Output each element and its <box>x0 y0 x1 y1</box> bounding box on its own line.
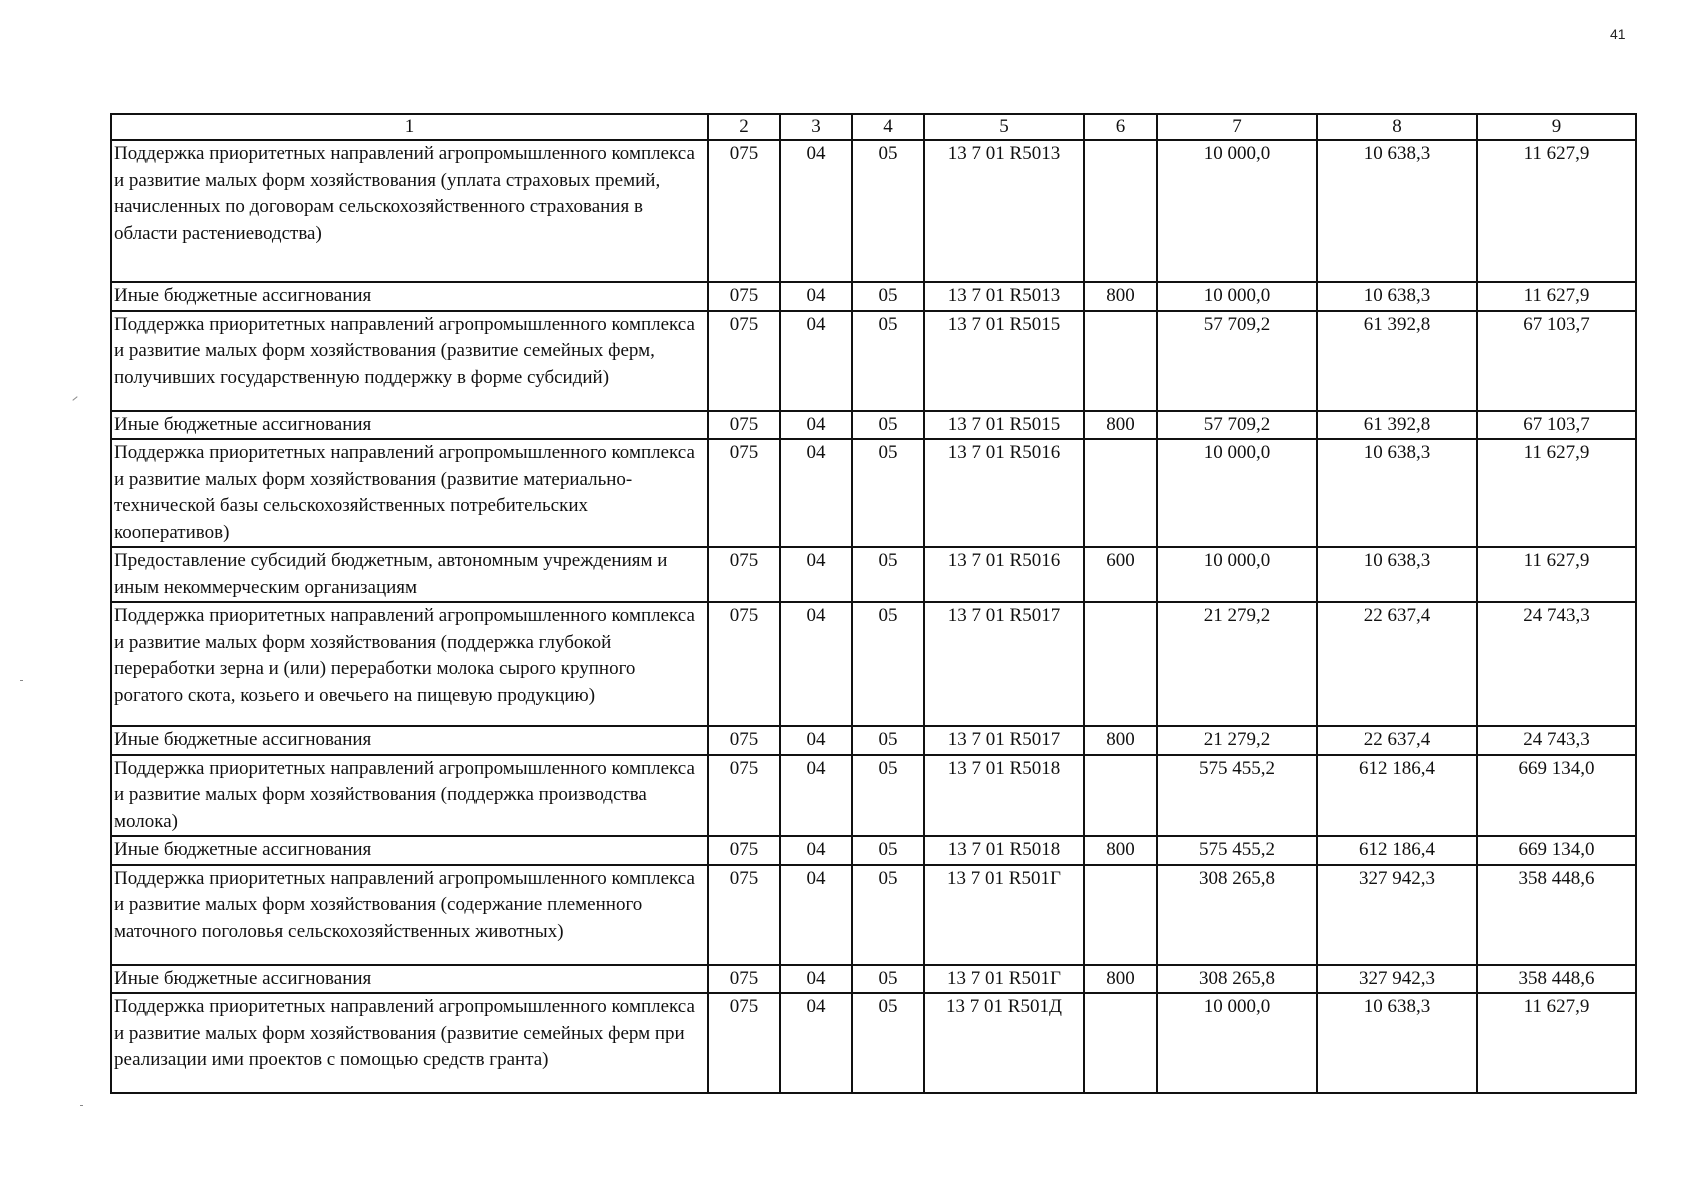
table-row <box>111 411 1636 440</box>
budget-table <box>110 113 1637 1094</box>
col7-value-cell: 10 000,0 <box>1157 282 1317 311</box>
col8-value-cell: 61 392,8 <box>1317 311 1477 411</box>
header-cell: 2 <box>708 114 780 140</box>
col2-cell: 075 <box>708 726 780 755</box>
col3-cell: 04 <box>780 993 852 1093</box>
col8-value-cell: 327 942,3 <box>1317 965 1477 994</box>
row-name-cell: Иные бюджетные ассигнования <box>111 282 708 311</box>
col3-cell: 04 <box>780 726 852 755</box>
col2-cell: 075 <box>708 993 780 1093</box>
col8-value-cell: 612 186,4 <box>1317 836 1477 865</box>
col2-cell: 075 <box>708 965 780 994</box>
row-name-cell: Иные бюджетные ассигнования <box>111 411 708 440</box>
table-row <box>111 755 1636 837</box>
header-cell: 6 <box>1084 114 1157 140</box>
col3-cell: 04 <box>780 282 852 311</box>
col4-cell: 05 <box>852 965 924 994</box>
col8-value-cell: 22 637,4 <box>1317 726 1477 755</box>
col7-value-cell: 575 455,2 <box>1157 755 1317 837</box>
col5-code-cell: 13 7 01 R5013 <box>924 282 1084 311</box>
col6-cell: 800 <box>1084 965 1157 994</box>
row-name-cell: Поддержка приоритетных направлений агропромышленного комплекса и развитие малых форм хозяйствования (содержание племенного маточного поголовья сельскохозяйственных животных) <box>111 865 708 965</box>
row-name-cell: Поддержка приоритетных направлений агропромышленного комплекса и развитие малых форм хозяйствования (развитие материально-технической базы сельскохозяйственных потребительских кооперативов) <box>111 439 708 547</box>
table-row <box>111 282 1636 311</box>
col6-cell: 800 <box>1084 411 1157 440</box>
col5-code-cell: 13 7 01 R5018 <box>924 836 1084 865</box>
col3-cell: 04 <box>780 547 852 602</box>
col6-cell <box>1084 311 1157 411</box>
table-row <box>111 865 1636 965</box>
col3-cell: 04 <box>780 965 852 994</box>
col4-cell: 05 <box>852 311 924 411</box>
row-name-cell: Иные бюджетные ассигнования <box>111 836 708 865</box>
col3-cell: 04 <box>780 865 852 965</box>
col7-value-cell: 21 279,2 <box>1157 726 1317 755</box>
col5-code-cell: 13 7 01 R501Д <box>924 993 1084 1093</box>
col6-cell: 600 <box>1084 547 1157 602</box>
col2-cell: 075 <box>708 439 780 547</box>
col2-cell: 075 <box>708 602 780 726</box>
col7-value-cell: 57 709,2 <box>1157 411 1317 440</box>
header-cell: 3 <box>780 114 852 140</box>
header-cell: 5 <box>924 114 1084 140</box>
col5-code-cell: 13 7 01 R5013 <box>924 140 1084 282</box>
col6-cell <box>1084 439 1157 547</box>
col9-value-cell: 11 627,9 <box>1477 140 1636 282</box>
col9-value-cell: 24 743,3 <box>1477 726 1636 755</box>
col9-value-cell: 67 103,7 <box>1477 311 1636 411</box>
col2-cell: 075 <box>708 865 780 965</box>
table-row <box>111 140 1636 282</box>
row-name-cell: Иные бюджетные ассигнования <box>111 726 708 755</box>
col6-cell: 800 <box>1084 282 1157 311</box>
row-name-cell: Поддержка приоритетных направлений агропромышленного комплекса и развитие малых форм хозяйствования (развитие семейных ферм, получивших государственную поддержку в форме субсидий) <box>111 311 708 411</box>
col7-value-cell: 10 000,0 <box>1157 547 1317 602</box>
col5-code-cell: 13 7 01 R5016 <box>924 547 1084 602</box>
col8-value-cell: 10 638,3 <box>1317 993 1477 1093</box>
col4-cell: 05 <box>852 836 924 865</box>
table-row <box>111 602 1636 726</box>
col7-value-cell: 10 000,0 <box>1157 993 1317 1093</box>
header-cell: 4 <box>852 114 924 140</box>
col9-value-cell: 11 627,9 <box>1477 439 1636 547</box>
header-cell: 8 <box>1317 114 1477 140</box>
col2-cell: 075 <box>708 547 780 602</box>
table-row <box>111 547 1636 602</box>
col7-value-cell: 21 279,2 <box>1157 602 1317 726</box>
row-name-cell: Иные бюджетные ассигнования <box>111 965 708 994</box>
col4-cell: 05 <box>852 140 924 282</box>
col6-cell <box>1084 602 1157 726</box>
col9-value-cell: 358 448,6 <box>1477 865 1636 965</box>
col8-value-cell: 61 392,8 <box>1317 411 1477 440</box>
row-name-cell: Поддержка приоритетных направлений агропромышленного комплекса и развитие малых форм хозяйствования (поддержка производства молока) <box>111 755 708 837</box>
scan-mark <box>80 1105 83 1106</box>
col7-value-cell: 10 000,0 <box>1157 140 1317 282</box>
col3-cell: 04 <box>780 439 852 547</box>
table-row <box>111 726 1636 755</box>
col9-value-cell: 11 627,9 <box>1477 993 1636 1093</box>
col9-value-cell: 11 627,9 <box>1477 547 1636 602</box>
col9-value-cell: 358 448,6 <box>1477 965 1636 994</box>
col5-code-cell: 13 7 01 R501Г <box>924 965 1084 994</box>
col6-cell: 800 <box>1084 836 1157 865</box>
col7-value-cell: 575 455,2 <box>1157 836 1317 865</box>
header-cell: 7 <box>1157 114 1317 140</box>
col2-cell: 075 <box>708 836 780 865</box>
col8-value-cell: 22 637,4 <box>1317 602 1477 726</box>
col2-cell: 075 <box>708 311 780 411</box>
table-row <box>111 439 1636 547</box>
col7-value-cell: 308 265,8 <box>1157 865 1317 965</box>
row-name-cell: Предоставление субсидий бюджетным, автономным учреждениям и иным некоммерческим организациям <box>111 547 708 602</box>
col5-code-cell: 13 7 01 R5017 <box>924 726 1084 755</box>
row-name-cell: Поддержка приоритетных направлений агропромышленного комплекса и развитие малых форм хозяйствования (поддержка глубокой переработки зерна и (или) переработки молока сырого крупного рогатого скота, козьего и овечьего на пищевую продукцию) <box>111 602 708 726</box>
col3-cell: 04 <box>780 602 852 726</box>
table-header-row <box>111 114 1636 140</box>
col3-cell: 04 <box>780 311 852 411</box>
table-row <box>111 993 1636 1093</box>
col4-cell: 05 <box>852 602 924 726</box>
col4-cell: 05 <box>852 547 924 602</box>
col9-value-cell: 669 134,0 <box>1477 836 1636 865</box>
col7-value-cell: 10 000,0 <box>1157 439 1317 547</box>
scan-mark <box>20 680 23 681</box>
col8-value-cell: 327 942,3 <box>1317 865 1477 965</box>
row-name-cell: Поддержка приоритетных направлений агропромышленного комплекса и развитие малых форм хозяйствования (уплата страховых премий, начисленных по договорам сельскохозяйственного страхования в области растениеводства) <box>111 140 708 282</box>
table-row <box>111 836 1636 865</box>
col5-code-cell: 13 7 01 R501Г <box>924 865 1084 965</box>
col6-cell <box>1084 140 1157 282</box>
col6-cell <box>1084 865 1157 965</box>
col4-cell: 05 <box>852 439 924 547</box>
col4-cell: 05 <box>852 755 924 837</box>
col5-code-cell: 13 7 01 R5017 <box>924 602 1084 726</box>
table-row <box>111 311 1636 411</box>
col7-value-cell: 57 709,2 <box>1157 311 1317 411</box>
col5-code-cell: 13 7 01 R5015 <box>924 411 1084 440</box>
col7-value-cell: 308 265,8 <box>1157 965 1317 994</box>
col4-cell: 05 <box>852 282 924 311</box>
col8-value-cell: 10 638,3 <box>1317 282 1477 311</box>
col5-code-cell: 13 7 01 R5018 <box>924 755 1084 837</box>
col3-cell: 04 <box>780 755 852 837</box>
page-number: 41 <box>1610 26 1626 42</box>
col9-value-cell: 24 743,3 <box>1477 602 1636 726</box>
row-name-cell: Поддержка приоритетных направлений агропромышленного комплекса и развитие малых форм хозяйствования (развитие семейных ферм при реализации ими проектов с помощью средств гранта) <box>111 993 708 1093</box>
col6-cell <box>1084 755 1157 837</box>
col5-code-cell: 13 7 01 R5016 <box>924 439 1084 547</box>
col4-cell: 05 <box>852 411 924 440</box>
col3-cell: 04 <box>780 140 852 282</box>
col4-cell: 05 <box>852 726 924 755</box>
col4-cell: 05 <box>852 865 924 965</box>
scan-mark <box>72 396 77 401</box>
col9-value-cell: 669 134,0 <box>1477 755 1636 837</box>
header-cell: 1 <box>111 114 708 140</box>
col4-cell: 05 <box>852 993 924 1093</box>
col9-value-cell: 11 627,9 <box>1477 282 1636 311</box>
col8-value-cell: 10 638,3 <box>1317 140 1477 282</box>
col2-cell: 075 <box>708 140 780 282</box>
col9-value-cell: 67 103,7 <box>1477 411 1636 440</box>
col2-cell: 075 <box>708 755 780 837</box>
col2-cell: 075 <box>708 282 780 311</box>
col3-cell: 04 <box>780 411 852 440</box>
col8-value-cell: 10 638,3 <box>1317 439 1477 547</box>
col3-cell: 04 <box>780 836 852 865</box>
col6-cell: 800 <box>1084 726 1157 755</box>
col6-cell <box>1084 993 1157 1093</box>
col8-value-cell: 10 638,3 <box>1317 547 1477 602</box>
header-cell: 9 <box>1477 114 1636 140</box>
col2-cell: 075 <box>708 411 780 440</box>
col5-code-cell: 13 7 01 R5015 <box>924 311 1084 411</box>
col8-value-cell: 612 186,4 <box>1317 755 1477 837</box>
table-row <box>111 965 1636 994</box>
